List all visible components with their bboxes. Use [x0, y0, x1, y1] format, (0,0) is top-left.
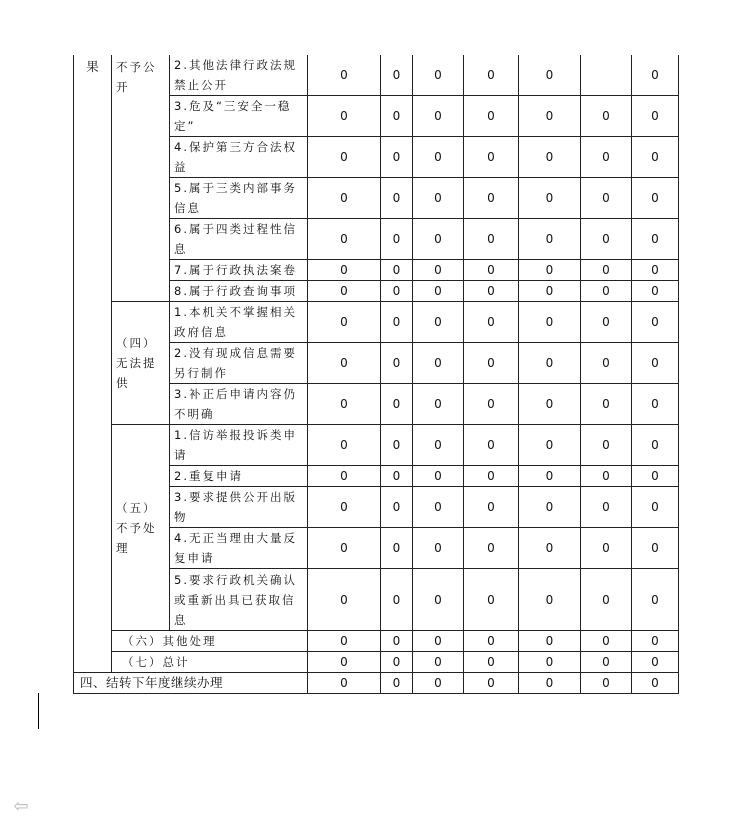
- row-label: 5.属于三类内部事务信息: [170, 178, 308, 219]
- row-label: 1.信访举报投诉类申请: [170, 425, 308, 466]
- value-cell: 0: [464, 281, 519, 302]
- value-cell: 0: [413, 631, 464, 652]
- row-label: 2.重复申请: [170, 466, 308, 487]
- value-cell: 0: [519, 55, 581, 96]
- value-cell: 0: [632, 260, 679, 281]
- value-cell: 0: [581, 487, 632, 528]
- value-cell: 0: [581, 528, 632, 569]
- value-cell: 0: [381, 487, 413, 528]
- value-cell: 0: [519, 219, 581, 260]
- value-cell: 0: [519, 631, 581, 652]
- value-cell: 0: [464, 96, 519, 137]
- group-label: （四）无法提供: [112, 302, 170, 425]
- value-cell: 0: [519, 178, 581, 219]
- table-row: [74, 302, 679, 343]
- value-cell: 0: [519, 302, 581, 343]
- value-cell: 0: [308, 137, 381, 178]
- value-cell: 0: [632, 281, 679, 302]
- value-cell: 0: [464, 137, 519, 178]
- value-cell: 0: [464, 302, 519, 343]
- value-cell: 0: [632, 631, 679, 652]
- value-cell: 0: [381, 219, 413, 260]
- value-cell: 0: [381, 96, 413, 137]
- value-cell: 0: [413, 260, 464, 281]
- value-cell: 0: [381, 652, 413, 673]
- value-cell: 0: [413, 302, 464, 343]
- row-label: 4.保护第三方合法权益: [170, 137, 308, 178]
- value-cell: 0: [519, 384, 581, 425]
- value-cell: 0: [464, 343, 519, 384]
- value-cell: 0: [381, 178, 413, 219]
- value-cell: 0: [632, 384, 679, 425]
- table-row: [74, 631, 679, 652]
- value-cell: 0: [413, 466, 464, 487]
- value-cell: 0: [581, 673, 632, 694]
- value-cell: 0: [581, 631, 632, 652]
- value-cell: 0: [632, 55, 679, 96]
- disclosure-stats-table: [73, 55, 679, 694]
- value-cell: 0: [413, 673, 464, 694]
- value-cell: 0: [464, 631, 519, 652]
- value-cell: 0: [519, 487, 581, 528]
- value-cell: 0: [413, 96, 464, 137]
- total-label: （七）总计: [112, 652, 308, 673]
- value-cell: 0: [308, 528, 381, 569]
- value-cell: 0: [581, 384, 632, 425]
- value-cell: 0: [413, 343, 464, 384]
- value-cell: 0: [308, 219, 381, 260]
- row-label: 6.属于四类过程性信息: [170, 219, 308, 260]
- group-label: 不予公开: [112, 55, 170, 302]
- row-label: 3.要求提供公开出版物: [170, 487, 308, 528]
- value-cell: 0: [464, 55, 519, 96]
- value-cell: 0: [381, 466, 413, 487]
- value-cell: 0: [519, 137, 581, 178]
- row-label: 2.其他法律行政法规禁止公开: [170, 55, 308, 96]
- value-cell: 0: [308, 466, 381, 487]
- value-cell: 0: [519, 673, 581, 694]
- value-cell: 0: [519, 569, 581, 631]
- value-cell: 0: [464, 673, 519, 694]
- value-cell: 0: [632, 652, 679, 673]
- value-cell: 0: [581, 425, 632, 466]
- row-label: 1.本机关不掌握相关政府信息: [170, 302, 308, 343]
- value-cell: 0: [308, 425, 381, 466]
- value-cell: 0: [308, 260, 381, 281]
- value-cell: 0: [381, 281, 413, 302]
- value-cell: 0: [464, 384, 519, 425]
- value-cell: 0: [581, 569, 632, 631]
- value-cell: 0: [413, 652, 464, 673]
- value-cell: 0: [581, 343, 632, 384]
- value-cell: 0: [632, 137, 679, 178]
- row-label: 8.属于行政查询事项: [170, 281, 308, 302]
- value-cell: 0: [519, 466, 581, 487]
- value-cell: 0: [308, 384, 381, 425]
- value-cell: 0: [381, 137, 413, 178]
- row-label: 7.属于行政执法案卷: [170, 260, 308, 281]
- value-cell: 0: [632, 487, 679, 528]
- value-cell: 0: [581, 652, 632, 673]
- value-cell: 0: [519, 528, 581, 569]
- value-cell: 0: [413, 178, 464, 219]
- value-cell: 0: [413, 384, 464, 425]
- value-cell: 0: [413, 137, 464, 178]
- value-cell: 0: [519, 343, 581, 384]
- value-cell: 0: [581, 466, 632, 487]
- value-cell: 0: [308, 343, 381, 384]
- value-cell: 0: [413, 219, 464, 260]
- value-cell: 0: [632, 569, 679, 631]
- row-label: 2.没有现成信息需要另行制作: [170, 343, 308, 384]
- value-cell: 0: [581, 96, 632, 137]
- value-cell: 0: [581, 219, 632, 260]
- value-cell: 0: [632, 425, 679, 466]
- value-cell: 0: [464, 487, 519, 528]
- value-cell: 0: [519, 652, 581, 673]
- value-cell: 0: [413, 528, 464, 569]
- value-cell: 0: [519, 281, 581, 302]
- value-cell: 0: [381, 343, 413, 384]
- value-cell: 0: [632, 466, 679, 487]
- value-cell: 0: [464, 652, 519, 673]
- value-cell: 0: [381, 569, 413, 631]
- value-cell: 0: [308, 281, 381, 302]
- carry-over-label: 四、结转下年度继续办理: [74, 673, 308, 694]
- value-cell: 0: [632, 96, 679, 137]
- value-cell: 0: [464, 260, 519, 281]
- value-cell: 0: [464, 425, 519, 466]
- value-cell: 0: [632, 528, 679, 569]
- value-cell: 0: [632, 673, 679, 694]
- value-cell: 0: [413, 55, 464, 96]
- value-cell: 0: [308, 487, 381, 528]
- value-cell: 0: [519, 260, 581, 281]
- value-cell: 0: [632, 343, 679, 384]
- value-cell: 0: [464, 569, 519, 631]
- row-label: 4.无正当理由大量反复申请: [170, 528, 308, 569]
- value-cell: 0: [308, 631, 381, 652]
- value-cell: 0: [308, 569, 381, 631]
- text-cursor: [38, 693, 39, 729]
- value-cell: 0: [581, 281, 632, 302]
- value-cell: 0: [381, 425, 413, 466]
- value-cell: 0: [581, 178, 632, 219]
- value-cell: 0: [381, 55, 413, 96]
- value-cell: 0: [581, 302, 632, 343]
- value-cell: 0: [464, 178, 519, 219]
- row-label: 5.要求行政机关确认或重新出具已获取信息: [170, 569, 308, 631]
- value-cell: 0: [413, 487, 464, 528]
- row-label: 3.补正后申请内容仍不明确: [170, 384, 308, 425]
- table-row: [74, 425, 679, 466]
- table-row: [74, 652, 679, 673]
- value-cell: 0: [308, 673, 381, 694]
- table-row: [74, 55, 679, 96]
- value-cell: 0: [308, 55, 381, 96]
- value-cell: 0: [519, 425, 581, 466]
- value-cell: 0: [381, 673, 413, 694]
- value-cell: 0: [464, 528, 519, 569]
- value-cell: 0: [581, 137, 632, 178]
- value-cell: 0: [381, 260, 413, 281]
- value-cell: 0: [381, 384, 413, 425]
- value-cell: 0: [308, 96, 381, 137]
- left-arrow-icon[interactable]: ⇦: [13, 796, 29, 817]
- value-cell: 0: [381, 302, 413, 343]
- value-cell: 0: [519, 96, 581, 137]
- other-label: （六）其他处理: [112, 631, 308, 652]
- value-cell: 0: [413, 281, 464, 302]
- value-cell: 0: [413, 425, 464, 466]
- value-cell: 0: [308, 652, 381, 673]
- value-cell: 0: [464, 466, 519, 487]
- row-label: 3.危及“三安全一稳定”: [170, 96, 308, 137]
- value-cell: 0: [381, 528, 413, 569]
- table-row: [74, 673, 679, 694]
- value-cell: 0: [632, 302, 679, 343]
- value-cell: 0: [308, 302, 381, 343]
- value-cell: 0: [308, 178, 381, 219]
- group-label: （五）不予处理: [112, 425, 170, 631]
- result-label: 果: [74, 55, 112, 673]
- value-cell: 0: [581, 260, 632, 281]
- value-cell: 0: [632, 219, 679, 260]
- value-cell: 0: [464, 219, 519, 260]
- value-cell: 0: [381, 631, 413, 652]
- value-cell: 0: [632, 178, 679, 219]
- value-cell: [581, 55, 632, 96]
- value-cell: 0: [413, 569, 464, 631]
